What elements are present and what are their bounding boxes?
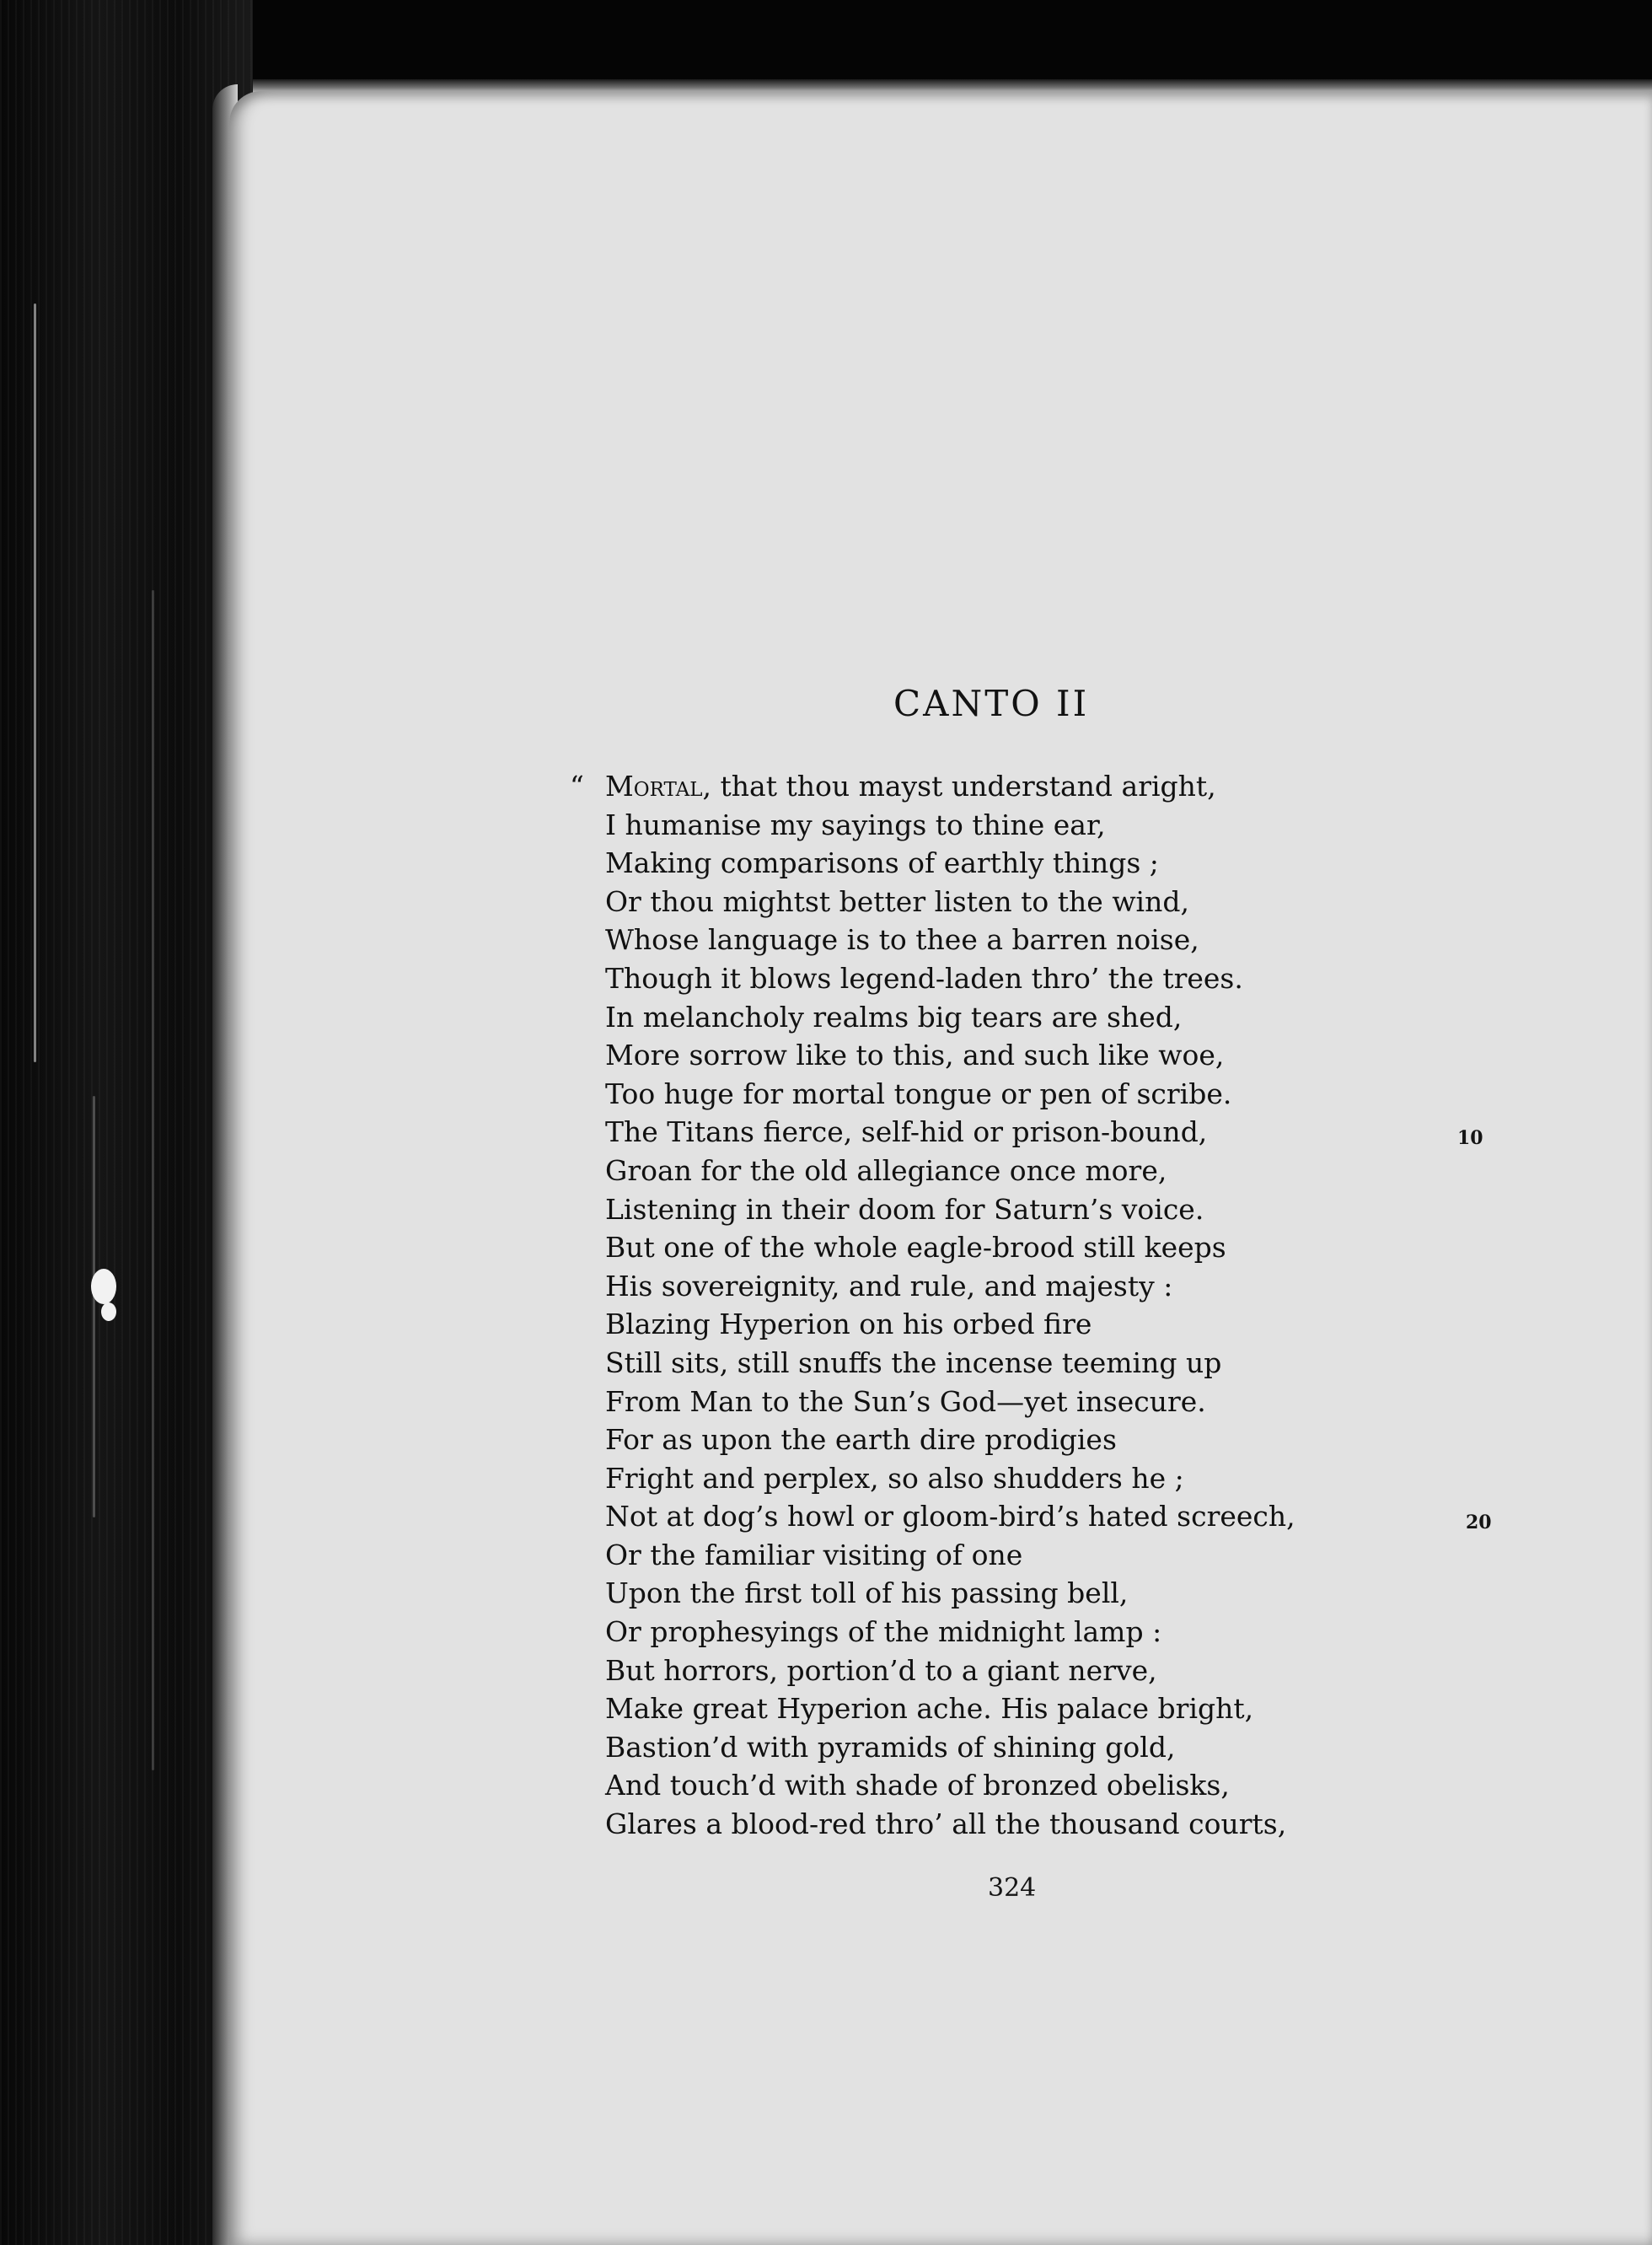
poem-line: Make great Hyperion ache. His palace bright,	[605, 1692, 1254, 1726]
poem-line: Upon the first toll of his passing bell,	[605, 1576, 1129, 1610]
canto-heading: CANTO II	[893, 683, 1090, 724]
poem-line: Or the familiar visiting of one	[605, 1538, 1023, 1571]
poem-line: His sovereignity, and rule, and majesty :	[605, 1269, 1173, 1302]
poem-line: From Man to the Sun’s God—yet insecure.	[605, 1384, 1206, 1418]
poem-line: Blazing Hyperion on his orbed fire	[605, 1308, 1092, 1341]
poem-line: Or thou mightst better listen to the wind,	[605, 884, 1189, 918]
line-number-20: 20	[1466, 1512, 1492, 1533]
poem-line: Making comparisons of earthly things ;	[605, 846, 1159, 880]
poem-line: Still sits, still snuffs the incense teeming up	[605, 1345, 1222, 1379]
poem-line-text: , that thou mayst understand aright,	[702, 770, 1216, 803]
poem-line: Fright and perplex, so also shudders he ;	[605, 1461, 1184, 1495]
poem-line: Or prophesyings of the midnight lamp :	[605, 1615, 1162, 1649]
poem-line: In melancholy realms big tears are shed,	[605, 1000, 1183, 1034]
poem-body	[570, 767, 1413, 1844]
page-number: 324	[988, 1873, 1037, 1903]
poem-line: But one of the whole eagle-brood still keeps	[605, 1231, 1226, 1265]
poem-line: Whose language is to thee a barren noise,	[605, 923, 1199, 957]
first-word: Mortal	[605, 770, 703, 803]
poem-line: And touch’d with shade of bronzed obelisks,	[605, 1769, 1230, 1802]
poem-line: Though it blows legend-laden thro’ the trees.	[605, 961, 1243, 995]
poem-line: I humanise my sayings to thine ear,	[605, 808, 1106, 841]
poem-line: For as upon the earth dire prodigies	[605, 1423, 1117, 1457]
poem-line: The Titans fierce, self-hid or prison-bound,	[605, 1115, 1208, 1149]
opening-quote: “	[570, 770, 584, 803]
poem-line: Too huge for mortal tongue or pen of scribe.	[605, 1077, 1232, 1110]
poem-line: Not at dog’s howl or gloom-bird’s hated screech,	[605, 1500, 1295, 1533]
line-number-10: 10	[1457, 1127, 1483, 1149]
poem-line	[570, 767, 1413, 806]
poem-line: Glares a blood-red thro’ all the thousand courts,	[605, 1807, 1287, 1841]
poem-line: But horrors, portion’d to a giant nerve,	[605, 1653, 1157, 1687]
poem-line: More sorrow like to this, and such like woe,	[605, 1039, 1225, 1072]
poem-line: Bastion’d with pyramids of shining gold,	[605, 1730, 1176, 1764]
poem-line: Groan for the old allegiance once more,	[605, 1153, 1167, 1187]
poem-line: Listening in their doom for Saturn’s voice.	[605, 1192, 1204, 1226]
